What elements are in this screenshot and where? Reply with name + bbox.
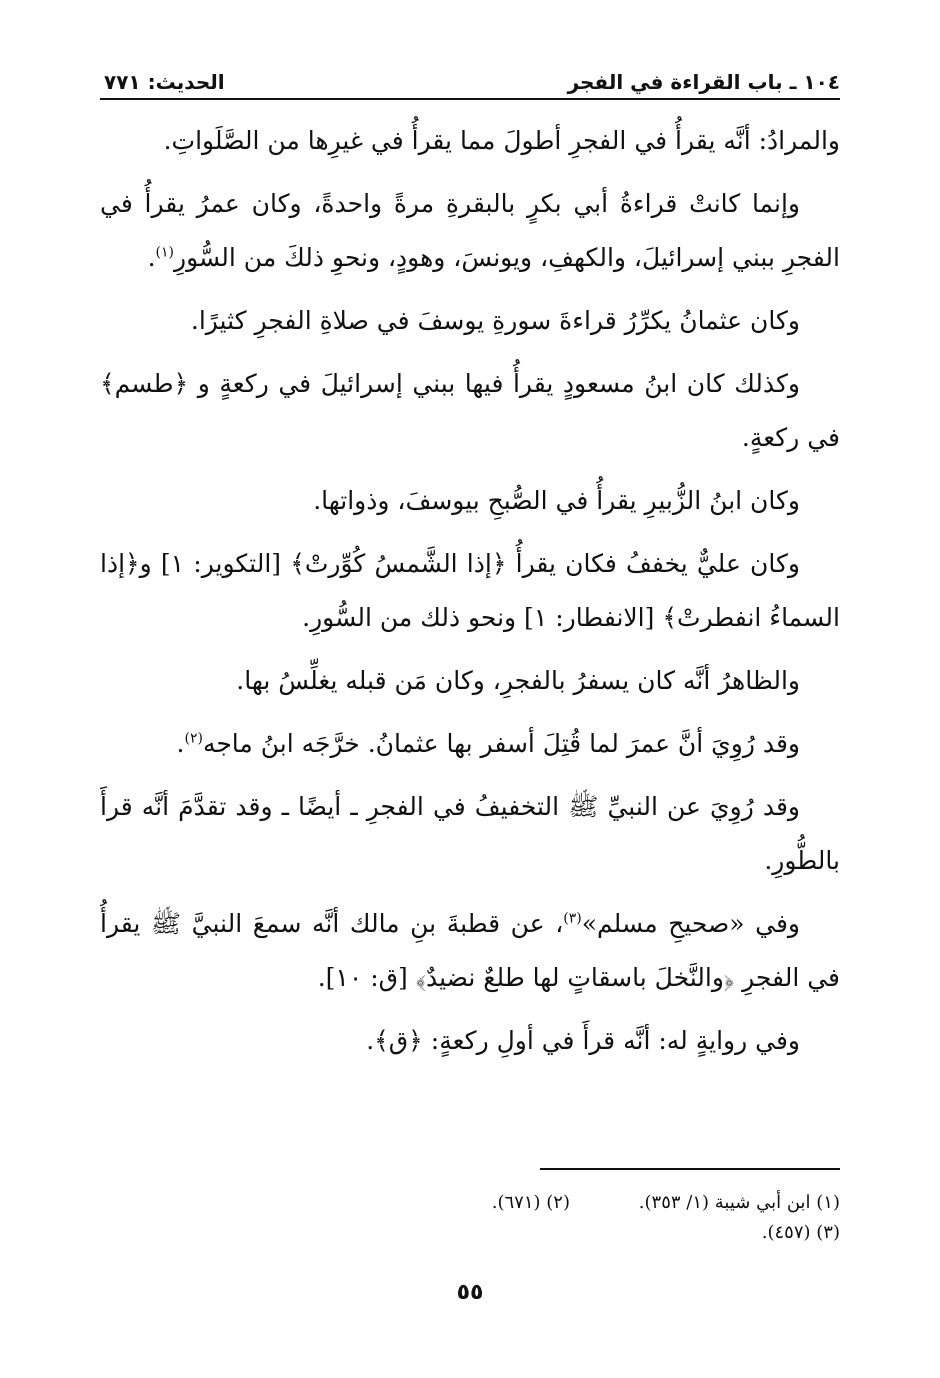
footnote-2: (٢) (٦٧١). (491, 1192, 570, 1213)
running-header (100, 58, 840, 100)
paragraph: وقد رُوِيَ عن النبيِّ ﷺ التخفيفُ في الفجرِ ـ أيضًا ـ وقد تقدَّمَ أنَّه قرأَ بالطُّورِ. (100, 792, 840, 875)
footnotes (100, 1188, 840, 1248)
paragraph: والمرادُ: أنَّه يقرأُ في الفجرِ أطولَ مما يقرأُ في غيرِها من الصَّلَواتِ. (163, 126, 840, 155)
page-number: ٥٥ (456, 1280, 484, 1305)
footnote-marker: (١) (155, 244, 174, 261)
hadith-label: الحديث: (147, 70, 225, 94)
paragraph: والظاهرُ أنَّه كان يسفرُ بالفجرِ، وكان مَن قبله يغلِّسُ بها. (236, 666, 800, 695)
paragraph: وكان ابنُ الزُّبيرِ يقرأُ في الصُّبحِ بيوسفَ، وذواتها. (313, 486, 800, 515)
main-text (100, 114, 840, 1068)
hadith-number: ٧٧١ (104, 70, 141, 94)
footnote-1: (١) ابن أبي شيبة (١/ ٣٥٣). (638, 1192, 840, 1213)
paragraph: وكان عثمانُ يكرِّرُ قراءةَ سورةِ يوسفَ في صلاةِ الفجرِ كثيرًا. (190, 306, 800, 335)
hadith-reference (104, 70, 225, 94)
chapter-title: ١٠٤ ـ باب القراءة في الفجر (567, 70, 840, 94)
paragraph: وإنما كانتْ قراءةُ أبي بكرٍ بالبقرةِ مرةً واحدةً، وكان عمرُ يقرأُ في الفجرِ ببني إسرائيلَ، والكهفِ، ويونسَ، وهودٍ، ونحوِ ذلكَ من السُّورِ$^{(١)}$. (100, 189, 840, 272)
paragraph: وكان عليٌّ يخففُ فكان يقرأُ ﴿إذا الشَّمسُ كُوِّرتْ﴾ [التكوير: ١] و﴿إذا السماءُ انفطرتْ﴾ [الانفطار: ١] ونحو ذلك من السُّورِ. (100, 549, 840, 632)
paragraph: وفي «صحيحِ مسلم»$^{(٣)}$، عن قطبةَ بنِ مالك أنَّه سمعَ النبيَّ ﷺ يقرأُ في الفجرِ ﴿والنَّخلَ باسقاتٍ لها طلعٌ نضيدٌ﴾ [ق: ١٠]. (100, 909, 840, 992)
book-page (100, 58, 840, 1348)
paragraph: وكذلك كان ابنُ مسعودٍ يقرأُ فيها ببني إسرائيلَ في ركعةٍ و ﴿طسم﴾ في ركعةٍ. (100, 369, 840, 452)
paragraph: وفي روايةٍ له: أنَّه قرأَ في أولِ ركعةٍ: ﴿ق﴾. (366, 1026, 800, 1055)
footnote-marker: (٢) (184, 730, 203, 747)
footnote-divider (540, 1168, 840, 1170)
footnote-3: (٣) (٤٥٧). (761, 1222, 840, 1243)
footnote-marker: (٣) (563, 910, 582, 927)
paragraph: وقد رُوِيَ أنَّ عمرَ لما قُتِلَ أسفر بها عثمانُ. خرَّجَه ابنُ ماجه$^{(٢)}$. (176, 729, 800, 758)
